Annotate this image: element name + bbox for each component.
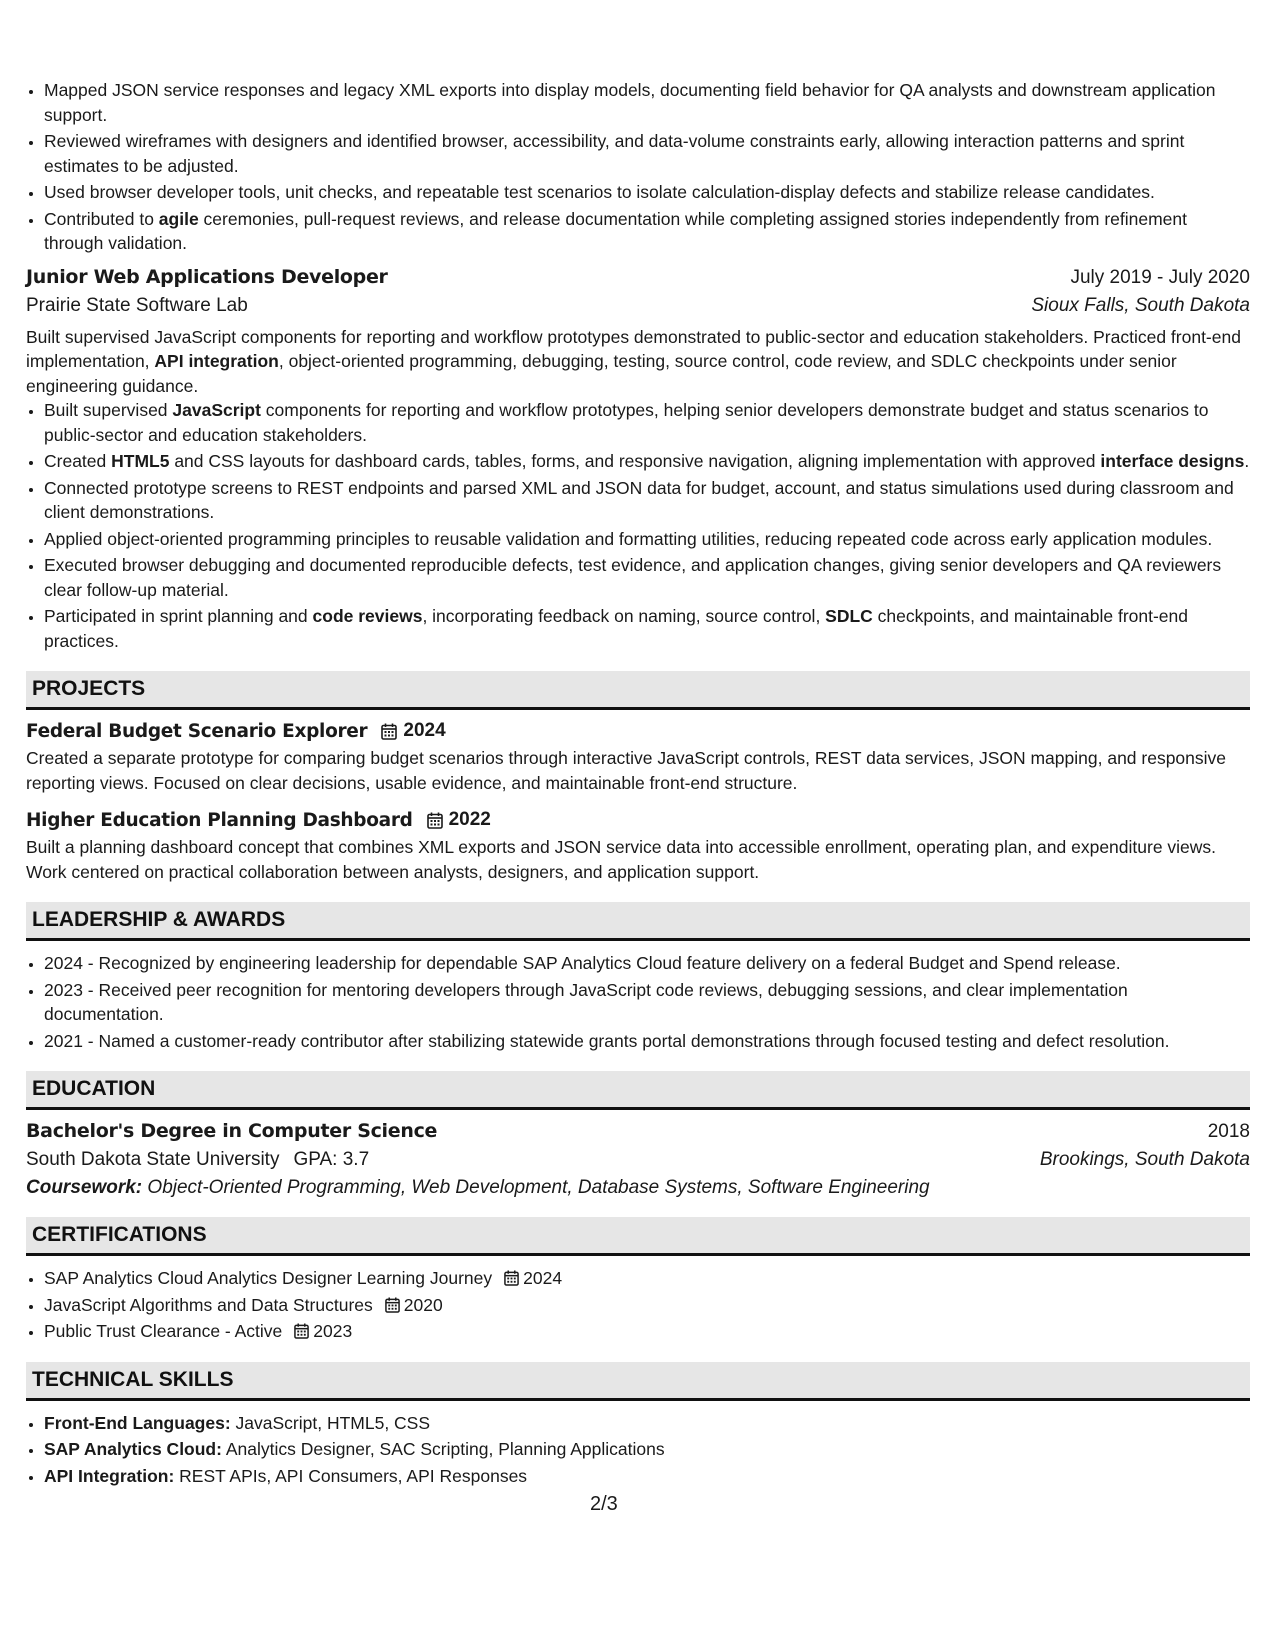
skill-label: Front-End Languages:: [44, 1412, 231, 1433]
list-item: [44, 1266, 1250, 1291]
keyword: agile: [158, 208, 199, 229]
skill-value: Analytics Designer, SAC Scripting, Planning Applications: [225, 1439, 665, 1459]
education-header: [26, 1120, 1250, 1143]
job-header: [26, 266, 1250, 289]
project-header: [26, 720, 1250, 742]
job-bullets: [26, 398, 1250, 653]
keyword: JavaScript: [172, 400, 261, 420]
cert-name: SAP Analytics Cloud Analytics Designer Learning Journey: [44, 1268, 493, 1288]
skill-value: REST APIs, API Consumers, API Responses: [179, 1465, 528, 1486]
project-year: 2024: [403, 720, 446, 741]
page-number: 2/3: [590, 1493, 618, 1515]
school-line: [26, 1149, 369, 1171]
education-subheader: [26, 1149, 1250, 1171]
project-description: Created a separate prototype for comparing budget scenarios through interactive JavaScript controls, REST data services, JSON mapping, and responsive reporting views. Focused on clear decisions, usable evidence, and maintainable front-end structure.: [26, 748, 1227, 793]
project-title: Federal Budget Scenario Explorer: [26, 720, 368, 742]
cert-year: 2024: [523, 1268, 563, 1288]
section-heading-education: EDUCATION: [26, 1071, 1250, 1110]
text: Built supervised: [44, 400, 173, 420]
keyword: interface designs: [1100, 451, 1245, 471]
text: , object-oriented programming, debugging, testing, source control, code review, and SDLC checkpoints under senior engineering guidance.: [26, 351, 1177, 396]
section-heading-awards: LEADERSHIP & AWARDS: [26, 902, 1250, 941]
project-header: [26, 809, 1250, 831]
coursework-list: Object-Oriented Programming, Web Development, Database Systems, Software Engineering: [147, 1177, 930, 1198]
list-item: • Used browser developer tools, unit checks, and repeatable test scenarios to isolate calculation-display defects and stabilize release candidates.: [44, 180, 1250, 205]
skill-value: JavaScript, HTML5, CSS: [235, 1412, 431, 1433]
calendar-icon: [504, 1270, 519, 1286]
list-item: • 2023 - Received peer recognition for mentoring developers through JavaScript code reviews, debugging sessions, and clear implementation documentation.: [44, 978, 1250, 1027]
cert-year: 2023: [313, 1321, 353, 1341]
job-summary: [26, 325, 1250, 399]
school-location: Brookings, South Dakota: [1039, 1149, 1250, 1170]
list-item: [44, 1319, 1250, 1344]
text: components for reporting and workflow prototypes, helping senior developers demonstrate budget and status scenarios to public-sector and education stakeholders.: [44, 400, 1209, 445]
keyword: SDLC: [825, 606, 873, 626]
job-subheader: [26, 295, 1250, 317]
resume-page: [26, 78, 1250, 1490]
certifications-list: [26, 1266, 1250, 1344]
degree: Bachelor's Degree in Computer Science: [26, 1120, 438, 1142]
list-item: [44, 1464, 1250, 1489]
cert-year: 2020: [403, 1294, 443, 1315]
project-description: Built a planning dashboard concept that combines XML exports and JSON service data into accessible enrollment, operating plan, and expenditure views. Work centered on practical collaboration between analysts, designers, and application support.: [26, 837, 1217, 882]
list-item: [44, 1437, 1250, 1462]
skill-label: SAP Analytics Cloud:: [44, 1439, 222, 1459]
project-item: [26, 720, 1250, 795]
section-heading-technical-skills: TECHNICAL SKILLS: [26, 1362, 1250, 1401]
awards-list: [26, 951, 1250, 1053]
calendar-icon: [294, 1323, 309, 1339]
text: and CSS layouts for dashboard cards, tables, forms, and responsive navigation, aligning implementation with approved: [169, 451, 1101, 471]
list-item: • 2024 - Recognized by engineering leadership for dependable SAP Analytics Cloud feature delivery on a federal Budget and Spend release.: [44, 951, 1250, 976]
company-name: Prairie State Software Lab: [26, 294, 248, 316]
text: Created: [44, 451, 112, 471]
keyword: API integration: [154, 351, 279, 371]
job-title: Junior Web Applications Developer: [26, 265, 388, 288]
cert-name: JavaScript Algorithms and Data Structures: [44, 1294, 373, 1315]
list-item: • Executed browser debugging and documented reproducible defects, test evidence, and application changes, giving senior developers and QA reviewers clear follow-up material.: [44, 553, 1250, 602]
calendar-icon: [385, 1297, 400, 1313]
text: ceremonies, pull-request reviews, and release documentation while completing assigned stories independently from refinement through validation.: [44, 208, 1187, 253]
coursework: [26, 1177, 1250, 1199]
cert-name: Public Trust Clearance - Active: [44, 1321, 283, 1341]
calendar-icon: [427, 812, 443, 829]
text: , incorporating feedback on naming, source control,: [422, 606, 826, 626]
section-heading-projects: PROJECTS: [26, 671, 1250, 710]
school-name: South Dakota State University: [26, 1149, 280, 1170]
keyword: code reviews: [312, 606, 423, 626]
list-item: [44, 398, 1250, 447]
project-item: [26, 809, 1250, 884]
list-item: [44, 1411, 1250, 1436]
list-item: • Applied object-oriented programming principles to reusable validation and formatting utilities, reducing repeated code across early application modules.: [44, 527, 1250, 552]
section-heading-certifications: CERTIFICATIONS: [26, 1217, 1250, 1256]
skill-label: API Integration:: [44, 1465, 175, 1486]
skills-list: [26, 1411, 1250, 1489]
list-item: • 2021 - Named a customer-ready contributor after stabilizing statewide grants portal demonstrations through focused testing and defect resolution.: [44, 1029, 1250, 1054]
list-item: [44, 1293, 1250, 1318]
text: Contributed to: [44, 208, 159, 229]
project-year: 2022: [448, 809, 491, 830]
text: Participated in sprint planning and: [44, 606, 313, 626]
keyword: HTML5: [111, 451, 170, 471]
project-title: Higher Education Planning Dashboard: [26, 809, 413, 831]
gpa: GPA: 3.7: [293, 1149, 370, 1170]
text: checkpoints, and maintainable front-end practices.: [44, 606, 1189, 651]
list-item: • Reviewed wireframes with designers and identified browser, accessibility, and data-volume constraints early, allowing interaction patterns and sprint estimates to be adjusted.: [44, 129, 1250, 178]
calendar-icon: [381, 723, 397, 740]
job-location: Sioux Falls, South Dakota: [1031, 294, 1250, 316]
list-item: [44, 207, 1250, 256]
list-item: [44, 604, 1250, 653]
graduation-year: 2018: [1207, 1121, 1250, 1142]
list-item: [44, 449, 1250, 474]
previous-job-bullets: [26, 78, 1250, 256]
list-item: • Mapped JSON service responses and legacy XML exports into display models, documenting field behavior for QA analysts and downstream application support.: [44, 78, 1250, 127]
list-item: • Connected prototype screens to REST endpoints and parsed XML and JSON data for budget, account, and status simulations used during classroom and client demonstrations.: [44, 476, 1250, 525]
coursework-label: Coursework:: [26, 1177, 143, 1198]
job-dates: July 2019 - July 2020: [1070, 266, 1250, 288]
text: .: [1244, 451, 1250, 471]
text: Built supervised JavaScript components for reporting and workflow prototypes demonstrated to public-sector and education stakeholders. Practiced front-end implementation,: [26, 326, 1241, 371]
